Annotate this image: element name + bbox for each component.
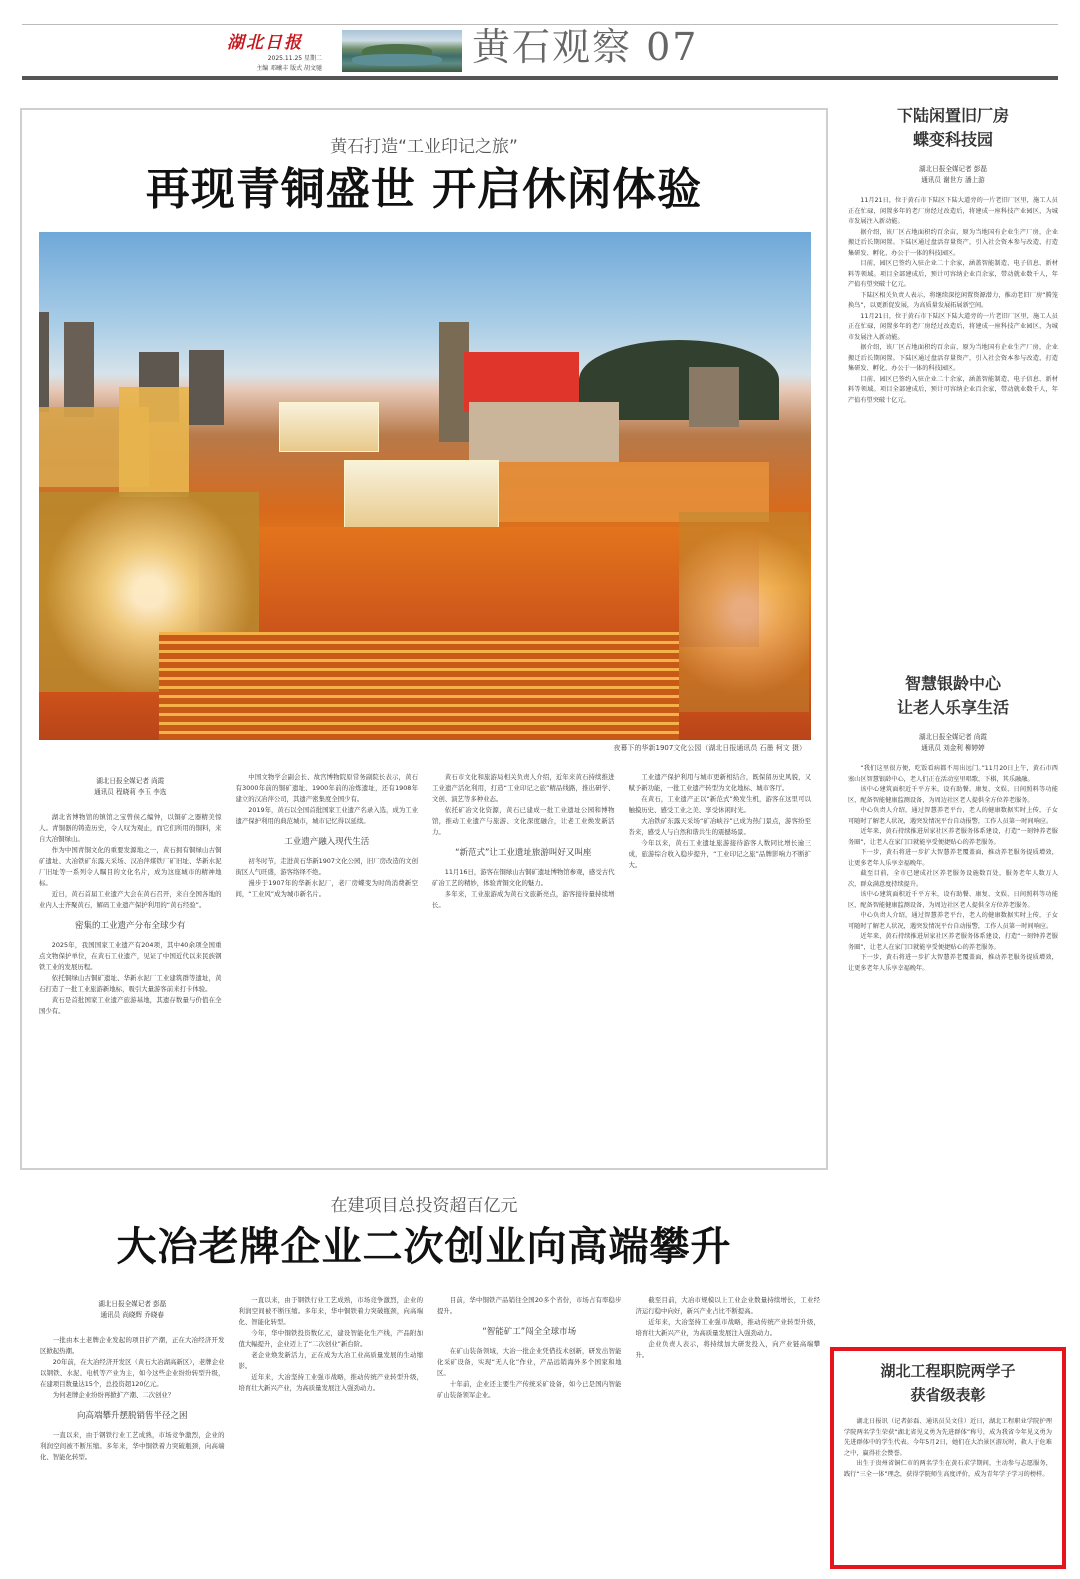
lead-column-4 — [629, 772, 812, 1157]
byline-line: 湖北日报全媒记者 尚霞 — [96, 777, 165, 785]
paragraph: 该中心建筑面积近千平方米，设有助餐、康复、文娱、日间照料等功能区，配备智能健康监测设备，为周边社区老人提供全方位养老服务。 — [848, 786, 1058, 804]
paragraph: 目前，园区已签约入驻企业二十余家，涵盖智能制造、电子信息、新材料等领域。项目全部建成后，预计可容纳企业百余家，带动就业数千人，年产值有望突破十亿元。 — [848, 260, 1058, 288]
lead-column-3 — [432, 772, 615, 1157]
tower — [39, 312, 49, 412]
title-line: 蝶变科技园 — [912, 130, 993, 149]
side-article-byline — [848, 732, 1058, 754]
second-body-columns — [40, 1295, 820, 1579]
subhead: 工业遗产融入现代生活 — [284, 837, 370, 847]
lead-article — [20, 108, 828, 1170]
side-article-factory — [848, 100, 1058, 660]
paragraph: 近年来，黄石持续推进居家社区养老服务体系建设，打造“一刻钟养老服务圈”，让老人在家门口就能享受便捷贴心的养老服务。 — [848, 828, 1058, 846]
highlighted-article-body — [844, 1417, 1052, 1542]
title-line: 智慧银龄中心 — [904, 674, 1001, 693]
masthead-landscape-photo — [342, 30, 462, 72]
glass-pavilion — [344, 460, 499, 532]
paragraph: 湖北省博物馆的镇馆之宝曾侯乙编钟，以铜矿之器精美惊人。青铜器的铸造历史，令人叹为观止，而它们所用的铜料，来自大冶铜绿山。 — [39, 813, 222, 843]
byline-line: 通讯员 尚晓辉 乔晓春 — [100, 1311, 165, 1319]
paragraph: 11月21日，位于黄石市下陆区下陆大道旁的一片老旧厂区里，施工人员正在忙碌，闲置多年的老厂房经过改造后，将建成一座科技产业园区，为城市发展注入新动能。 — [848, 197, 1058, 225]
side-article-title — [848, 672, 1058, 720]
paragraph: 目前，华中铜铁产品销往全国20多个省份，市场占有率稳步提升。 — [437, 1296, 622, 1315]
second-byline — [40, 1299, 225, 1321]
paragraph: 初冬时节，走进黄石华新1907文化公园，旧厂房改造的文创街区人气旺盛，游客络绎不绝。 — [235, 857, 418, 876]
paragraph: 中国文物学会副会长、故宫博物院原常务副院长表示，黄石有3000年前的铜矿遗址、1900年前的冶炼遗址，还有1908年建立的汉冶萍公司，其遗产密集度全国少有。 — [235, 773, 418, 803]
paragraph: 11月21日，位于黄石市下陆区下陆大道旁的一片老旧厂区里，施工人员正在忙碌，闲置多年的老厂房经过改造后，将建成一座科技产业园区，为城市发展注入新动能。 — [848, 312, 1058, 341]
paragraph: 下一步，黄石将进一步扩大智慧养老覆盖面，推动养老服务提质增效，让更多老年人乐享幸福晚年。 — [848, 954, 1058, 972]
second-column-3 — [437, 1295, 622, 1579]
paragraph: 依托铜绿山古铜矿遗址、华新水泥厂工业建筑群等遗址，黄石打造了一批工业旅游新地标，吸引大量游客前来打卡体验。 — [39, 974, 222, 993]
lead-headline: 再现青铜盛世 开启休闲体验 — [145, 164, 703, 215]
glass-hall — [279, 402, 379, 452]
paragraph: “我们这里很方便，吃饭看病都不用出远门。”11月20日上午，黄石市西塞山区智慧银龄中心，老人们正在活动室里唱歌、下棋，其乐融融。 — [848, 765, 1058, 783]
side-article-byline — [848, 164, 1058, 186]
subhead: 密集的工业遗产分布全球少有 — [74, 921, 186, 931]
side-article-title — [848, 104, 1058, 152]
paragraph: 出生于贵州省铜仁市的两名学生在黄石求学期间，主动参与志愿服务，践行“三全一体”理念，获得学院师生高度评价，成为青年学子学习的榜样。 — [844, 1460, 1052, 1478]
paragraph: 今年，华中铜铁投资数亿元，建设智能化生产线，产品附加值大幅提升，企业迈上了“二次创业”新台阶。 — [238, 1329, 423, 1348]
byline-line: 通讯员 刘金利 柳婷婷 — [921, 744, 985, 752]
paragraph: 作为中国青铜文化的重要发源地之一，黄石拥有铜绿山古铜矿遗址、大冶铁矿东露天采场、汉冶萍煤铁厂矿旧址、华新水泥厂旧址等一系列令人瞩目的文化名片，成为这座城市的精神地标。 — [39, 846, 222, 887]
second-column-4 — [636, 1295, 821, 1579]
subhead: 向高端攀升摆脱销售半径之困 — [76, 1411, 188, 1421]
lit-building — [119, 387, 189, 497]
date-line: 2025.11.25 星期二 — [267, 55, 322, 62]
paragraph: 一批由本土老牌企业发起的项目扩产潮，正在大冶经济开发区掀起热潮。 — [40, 1336, 225, 1355]
second-column-1 — [40, 1295, 225, 1579]
paragraph: 一直以来，由于钢铁行业工艺成熟，市场竞争激烈，企业的利润空间被不断压缩。多年来，华中铜铁着力突破瓶颈，向高端化、智能化转型。 — [40, 1431, 225, 1461]
paragraph: 该中心建筑面积近千平方米，设有助餐、康复、文娱、日间照料等功能区，配备智能健康监测设备，为周边社区老人提供全方位养老服务。 — [848, 891, 1058, 909]
subhead: “新范式”让工业遗址旅游叫好又叫座 — [455, 848, 592, 858]
paragraph: 中心负责人介绍，通过智慧养老平台，老人的健康数据实时上传，子女可随时了解老人状况，遇突发情况平台自动报警，工作人员第一时间响应。 — [848, 807, 1058, 825]
byline-line: 通讯员 程晓莉 李玉 李选 — [94, 788, 167, 796]
paragraph: 目前，园区已签约入驻企业二十余家，涵盖智能制造、电子信息、新材料等领域。项目全部建成后，预计可容纳企业百余家，带动就业数千人，年产值有望突破十亿元。 — [848, 375, 1058, 404]
side-article-body — [848, 764, 1058, 974]
title-line: 让老人乐享生活 — [896, 698, 1009, 717]
lead-body-columns — [39, 772, 811, 1157]
paragraph: 多年来，工业旅游成为黄石文旅新亮点，游客接待量持续增长。 — [432, 890, 615, 909]
paragraph: 在矿山装备领域，大冶一批企业凭借技术创新，研发出智能化采矿设备，实现“无人化”作业，产品远销海外多个国家和地区。 — [437, 1347, 622, 1377]
masthead — [22, 18, 1058, 80]
lake-shape — [352, 54, 442, 66]
paragraph: 黄石市文化和旅游局相关负责人介绍，近年来黄石持续推进工业遗产活化利用，打造“工业印记之旅”精品线路，推出研学、文创、演艺等多种业态。 — [432, 773, 615, 803]
second-column-2 — [239, 1295, 424, 1579]
subhead: “智能矿工”闯全全球市场 — [482, 1327, 577, 1337]
tower — [64, 322, 94, 417]
lead-byline — [39, 776, 222, 798]
lead-column-1 — [39, 772, 222, 1157]
paragraph: 下一步，黄石将进一步扩大智慧养老覆盖面，推动养老服务提质增效，让更多老年人乐享幸福晚年。 — [848, 849, 1058, 867]
paragraph: 在黄石，工业遗产正以“新范式”焕发生机，游客在这里可以触摸历史、感受工业之美、享受休闲时光。 — [628, 795, 811, 814]
paragraph: 中心负责人介绍，通过智慧养老平台，老人的健康数据实时上传，子女可随时了解老人状况，遇突发情况平台自动报警，工作人员第一时间响应。 — [848, 912, 1058, 930]
paragraph: 近年来，黄石持续推进居家社区养老服务体系建设，打造“一刻钟养老服务圈”，让老人在家门口就能享受便捷贴心的养老服务。 — [848, 933, 1058, 951]
paragraph: 大冶铁矿东露天采场“矿冶峡谷”已成为热门景点，游客纷至沓来，感受人与自然和谐共生的震撼场景。 — [628, 817, 811, 836]
paragraph: 截至目前，全市已建成社区养老服务设施数百处，服务老年人数万人次，群众满意度持续提升。 — [848, 870, 1058, 888]
highlighted-article-title — [844, 1359, 1052, 1407]
stairs — [159, 632, 679, 740]
paragraph: 十年前，企业还主要生产传统采矿设备，如今已是国内智能矿山装备领军企业。 — [437, 1380, 622, 1399]
paragraph: 企业负责人表示，将持续加大研发投入，向产业链高端攀升。 — [635, 1340, 820, 1359]
highlighted-article — [830, 1347, 1066, 1569]
title-line: 获省级表彰 — [910, 1386, 986, 1404]
plaza — [199, 527, 759, 647]
paragraph: 11月16日，游客在铜绿山古铜矿遗址博物馆参观，感受古代矿冶工艺的精妙，体验青铜文化的魅力。 — [432, 868, 615, 887]
right-column — [848, 100, 1058, 1340]
side-article-body — [848, 196, 1058, 406]
paragraph: 为何老牌企业纷纷再掀扩产潮、二次创业？ — [52, 1391, 175, 1399]
paragraph: 截至目前，大冶市规模以上工业企业数量持续增长，工业经济运行稳中向好，新兴产业占比不断提高。 — [635, 1296, 820, 1315]
section-title — [472, 22, 698, 72]
paragraph: 依托矿冶文化资源，黄石已建成一批工业遗址公园和博物馆，推动工业遗产与旅游、文化深度融合，让老工业焕发新活力。 — [432, 806, 615, 836]
editor-line: 主编 邓曦丰 版式 胡文驰 — [256, 65, 322, 72]
paragraph: 漫步于1907年的华新水泥厂，老厂房蝶变为时尚消费新空间，“工业风”成为城市新名片。 — [235, 879, 418, 898]
paragraph: 老企业焕发新活力，正在成为大冶工业高质量发展的生动缩影。 — [238, 1351, 423, 1370]
paragraph: 据介绍，该厂区占地面积约百余亩，原为当地国有企业生产厂房，企业搬迁后长期闲置。下陆区通过盘活存量资产，引入社会资本参与改造，打造集研发、孵化、办公于一体的科技园区。 — [848, 228, 1058, 257]
second-article — [20, 1185, 828, 1579]
paragraph: 一直以来，由于钢铁行业工艺成熟，市场竞争激烈，企业的利润空间被不断压缩。多年来，华中铜铁着力突破瓶颈，向高端化、智能化转型。 — [238, 1296, 423, 1326]
tower — [189, 350, 224, 425]
paragraph: 工业遗产保护利用与城市更新相结合，既保留历史风貌，又赋予新功能，一批工业遗产转型为文化地标、城市客厅。 — [628, 773, 811, 792]
paragraph: 黄石是首批国家工业遗产旅游基地，其遗存数量与价值在全国少有。 — [39, 996, 222, 1015]
lead-photo-industrial-park-night — [39, 232, 811, 740]
byline-line: 湖北日报全媒记者 尚霞 — [918, 733, 988, 741]
silo — [689, 367, 739, 427]
byline-line: 通讯员 谢世方 潘上游 — [921, 176, 985, 184]
byline-line: 湖北日报全媒记者 彭磊 — [98, 1300, 167, 1308]
section-name: 黄石观察 — [472, 25, 633, 69]
newspaper-logo — [227, 28, 322, 72]
paper-name: 湖北日报 — [227, 33, 303, 53]
photo-caption: 夜幕下的华新1907文化公园（湖北日报通讯员 石墨 柯文 摄） — [613, 744, 806, 752]
paragraph: 下陆区相关负责人表示，将继续深挖闲置资源潜力，推动老旧厂房“腾笼换鸟”，以更新促发展，为高质量发展拓展新空间。 — [848, 291, 1058, 309]
lead-kicker: 黄石打造“工业印记之旅” — [330, 137, 518, 157]
paragraph: 湖北日报讯（记者彭磊、通讯员吴文佳）近日，湖北工程职业学院护理学院两名学生荣获“湖北省见义勇为先进群体”称号，成为我省今年见义勇为先进群体中的学生代表。今年5月2日，她们在大冶景区游玩时，救人于危难之中，赢得社会赞誉。 — [844, 1418, 1052, 1457]
paragraph: 近日，黄石首届工业遗产大会在黄石召开，来自全国各地的业内人士齐聚黄石，解码工业遗产保护利用的“黄石经验”。 — [39, 890, 222, 909]
paragraph: 20年前，在大冶经济开发区（黄石大冶湖高新区），老牌企业以钢铁、水泥、电机等产业为主，如今这些企业纷纷转型升级，在建项目数量达15个，总投资超120亿元。 — [40, 1358, 225, 1388]
byline-line: 湖北日报全媒记者 彭磊 — [918, 165, 988, 173]
masthead-bottom-rule — [22, 76, 1058, 80]
lit-trees — [679, 512, 809, 712]
side-article-elderly-center — [848, 672, 1058, 1312]
paragraph: 2025年，我国国家工业遗产有204项，其中40余项全国重点文物保护单位，在黄石工业遗产，见证了中国近代以来民族钢铁工业的发展历程。 — [39, 941, 222, 971]
paragraph: 2019年，黄石以全国首批国家工业遗产名录入选，成为工业遗产保护利用的典范城市，城市记忆得以延续。 — [235, 806, 418, 825]
second-headline: 大冶老牌企业二次创业向高端攀升 — [116, 1224, 732, 1270]
paragraph: 近年来，大冶坚持工业强市战略，推动传统产业转型升级，培育壮大新兴产业，为高质量发展注入强劲动力。 — [238, 1373, 423, 1392]
lead-column-2 — [236, 772, 419, 1157]
paragraph: 据介绍，该厂区占地面积约百余亩，原为当地国有企业生产厂房，企业搬迁后长期闲置。下陆区通过盘活存量资产，引入社会资本参与改造，打造集研发、孵化、办公于一体的科技园区。 — [848, 344, 1058, 372]
page-number: 07 — [646, 25, 699, 69]
title-line: 湖北工程职院两学子 — [880, 1362, 1016, 1380]
title-line: 下陆闲置旧厂房 — [896, 106, 1009, 125]
paragraph: 近年来，大冶坚持工业强市战略，推动传统产业转型升级，培育壮大新兴产业，为高质量发展注入强劲动力。 — [635, 1318, 820, 1337]
paragraph: 今年以来，黄石工业遗址旅游接待游客人数同比增长逾三成，旅游综合收入稳步提升，“工业印记之旅”品牌影响力不断扩大。 — [628, 839, 811, 869]
factory-building — [469, 402, 619, 462]
second-kicker: 在建项目总投资超百亿元 — [330, 1196, 518, 1216]
